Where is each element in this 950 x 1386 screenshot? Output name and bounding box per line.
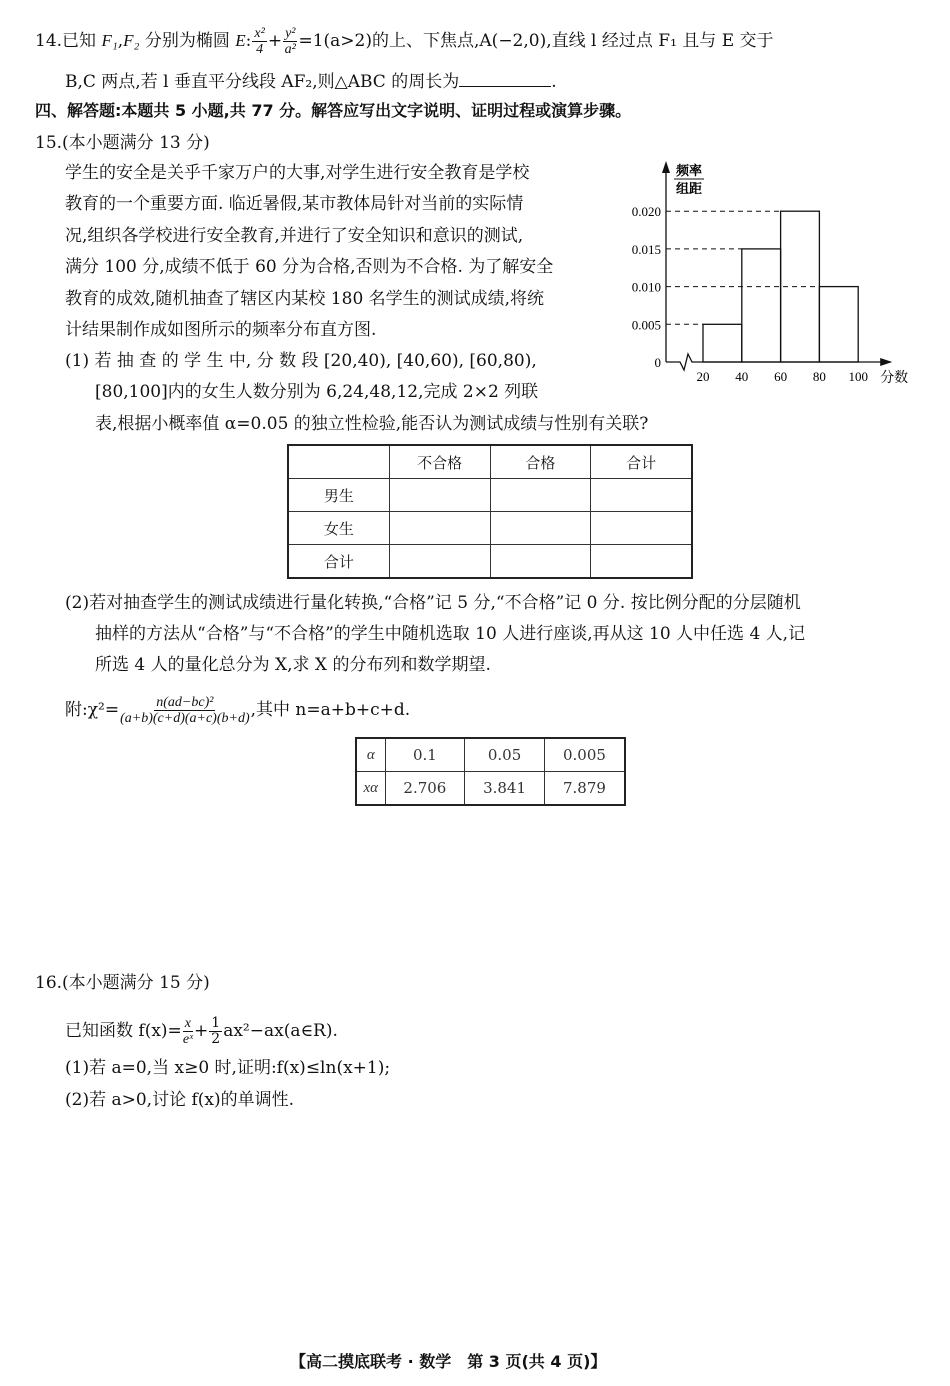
section-heading: 四、解答题:本题共 5 小题,共 77 分。解答应写出文字说明、证明过程或演算步骤。 bbox=[35, 101, 632, 120]
table-cell: 2.706 bbox=[385, 772, 465, 806]
chi-square-formula bbox=[65, 695, 410, 726]
q14-f1: F₁ bbox=[101, 31, 118, 50]
q16-text: ax²−ax(a∈R). bbox=[223, 1021, 338, 1041]
q16-fraction bbox=[183, 1016, 193, 1047]
part2-line: 所选 4 人的量化总分为 X,求 X 的分布列和数学期望. bbox=[95, 655, 491, 675]
table-cell bbox=[389, 479, 490, 512]
y-tick-label: 0.005 bbox=[631, 317, 661, 333]
q16-text: 已知函数 f(x)= bbox=[65, 1021, 182, 1041]
q16-part1: (1)若 a=0,当 x≥0 时,证明:f(x)≤ln(x+1); bbox=[65, 1058, 391, 1078]
table-header: 合格 bbox=[490, 445, 591, 479]
q15-header: 15.(本小题满分 13 分) bbox=[35, 133, 210, 153]
y-tick-label: 0.020 bbox=[631, 204, 661, 220]
table-cell: 0.05 bbox=[465, 738, 545, 772]
q16-header: 16.(本小题满分 15 分) bbox=[35, 973, 210, 993]
y-axis-arrow bbox=[662, 161, 670, 173]
q14-f2: F₂ bbox=[123, 31, 140, 50]
y-tick-label: 0.015 bbox=[631, 241, 661, 257]
paragraph-line: 学生的安全是关乎千家万户的大事,对学生进行安全教育是学校 bbox=[65, 163, 530, 183]
page-footer: 【高二摸底联考 · 数学 第 3 页(共 4 页)】 bbox=[290, 1352, 607, 1371]
frequency-histogram bbox=[620, 155, 920, 390]
q16-plus: + bbox=[194, 1021, 209, 1041]
q14-fraction-y bbox=[283, 26, 297, 57]
table-cell bbox=[490, 512, 591, 545]
y-tick-label: 0.010 bbox=[631, 279, 661, 295]
table-header-row bbox=[288, 445, 692, 479]
paragraph-line: 况,组织各学校进行安全教育,并进行了安全知识和意识的测试, bbox=[65, 226, 524, 246]
q14-sep: , bbox=[117, 31, 124, 51]
table-header: 不合格 bbox=[389, 445, 490, 479]
q14-plus: + bbox=[267, 31, 283, 51]
part1-line: 表,根据小概率值 α=0.05 的独立性检验,能否认为测试成绩与性别有关联? bbox=[95, 414, 649, 434]
formula-fraction bbox=[120, 695, 250, 726]
paragraph-line: 计结果制作成如图所示的频率分布直方图. bbox=[65, 320, 377, 340]
histogram-bar bbox=[742, 249, 781, 362]
q16-intro bbox=[65, 1016, 338, 1047]
row-label: 女生 bbox=[288, 512, 389, 545]
histogram-bar bbox=[819, 287, 858, 362]
table-cell bbox=[591, 545, 692, 579]
fraction-numerator: n(ad−bc)² bbox=[156, 695, 214, 710]
fraction-denominator: 2 bbox=[211, 1031, 221, 1047]
fraction-denominator: (a+b)(c+d)(a+c)(b+d) bbox=[120, 711, 250, 726]
q16-part2: (2)若 a>0,讨论 f(x)的单调性. bbox=[65, 1090, 295, 1110]
x-axis-label: 分数 bbox=[880, 370, 909, 386]
table-cell: 0.1 bbox=[385, 738, 465, 772]
q14-e: E bbox=[235, 31, 246, 50]
q14-text: 14.已知 bbox=[35, 31, 102, 51]
table-row bbox=[288, 545, 692, 579]
y-label-numerator: 频率 bbox=[676, 164, 703, 179]
q14-period: . bbox=[551, 72, 557, 92]
row-label: 男生 bbox=[288, 479, 389, 512]
table-row bbox=[288, 479, 692, 512]
table-cell: α bbox=[356, 738, 385, 772]
q14-line1 bbox=[35, 26, 774, 57]
q14-text: B,C 两点,若 l 垂直平分线段 AF₂,则△ABC 的周长为 bbox=[65, 72, 460, 92]
formula-prefix: 附:χ²= bbox=[65, 700, 120, 720]
table-row bbox=[288, 512, 692, 545]
x-tick-label: 60 bbox=[774, 369, 788, 384]
critical-value-table bbox=[355, 737, 626, 806]
table-cell bbox=[288, 445, 389, 479]
part2-line: (2)若对抽查学生的测试成绩进行量化转换,“合格”记 5 分,“不合格”记 0 分. 按比例分配的分层随机 bbox=[65, 593, 801, 613]
q14-colon: : bbox=[245, 31, 252, 51]
table-cell bbox=[490, 479, 591, 512]
contingency-table bbox=[287, 444, 693, 579]
part2-line: 抽样的方法从“合格”与“不合格”的学生中随机选取 10 人进行座谈,再从这 10 人中任选 4 人,记 bbox=[95, 624, 806, 644]
table-cell bbox=[389, 545, 490, 579]
fraction-numerator: y² bbox=[285, 26, 296, 41]
fraction-denominator: eˣ bbox=[182, 1032, 193, 1047]
table-cell: 3.841 bbox=[465, 772, 545, 806]
histogram-bar bbox=[703, 324, 742, 362]
q14-line2 bbox=[65, 70, 557, 93]
fraction-numerator: 1 bbox=[211, 1015, 221, 1031]
part1-line: [80,100]内的女生人数分别为 6,24,48,12,完成 2×2 列联 bbox=[95, 382, 539, 402]
table-cell: 7.879 bbox=[544, 772, 625, 806]
table-row bbox=[356, 772, 625, 806]
table-row bbox=[356, 738, 625, 772]
table-cell: 0.005 bbox=[544, 738, 625, 772]
answer-blank[interactable] bbox=[459, 70, 551, 87]
table-cell bbox=[389, 512, 490, 545]
y-tick-label: 0 bbox=[654, 355, 661, 370]
fraction-denominator: a² bbox=[284, 42, 296, 57]
x-tick-label: 40 bbox=[735, 369, 749, 384]
formula-suffix: ,其中 n=a+b+c+d. bbox=[250, 700, 411, 720]
q16-half bbox=[209, 1016, 222, 1047]
table-cell bbox=[591, 479, 692, 512]
x-tick-label: 100 bbox=[848, 369, 868, 384]
q14-fraction-x bbox=[252, 26, 266, 57]
x-tick-label: 80 bbox=[812, 369, 826, 384]
y-label-denominator: 组距 bbox=[676, 182, 703, 197]
q14-text: =1(a>2)的上、下焦点,A(−2,0),直线 l 经过点 F₁ 且与 E 交于 bbox=[298, 31, 774, 51]
x-axis-arrow bbox=[880, 358, 892, 366]
table-cell bbox=[490, 545, 591, 579]
table-cell bbox=[591, 512, 692, 545]
fraction-numerator: x bbox=[184, 1016, 192, 1031]
part1-line: (1) 若 抽 查 的 学 生 中, 分 数 段 [20,40), [40,60), [60,80), bbox=[65, 351, 537, 371]
table-header: 合计 bbox=[591, 445, 692, 479]
table-cell: xα bbox=[356, 772, 385, 806]
fraction-denominator: 4 bbox=[256, 42, 264, 57]
x-tick-label: 20 bbox=[696, 369, 710, 384]
paragraph-line: 教育的成效,随机抽查了辖区内某校 180 名学生的测试成绩,将统 bbox=[65, 289, 545, 309]
fraction-numerator: x² bbox=[254, 26, 265, 41]
q14-text: 分别为椭圆 bbox=[139, 31, 236, 51]
row-label: 合计 bbox=[288, 545, 389, 579]
paragraph-line: 满分 100 分,成绩不低于 60 分为合格,否则为不合格. 为了解安全 bbox=[65, 257, 554, 277]
paragraph-line: 教育的一个重要方面. 临近暑假,某市教体局针对当前的实际情 bbox=[65, 194, 524, 214]
